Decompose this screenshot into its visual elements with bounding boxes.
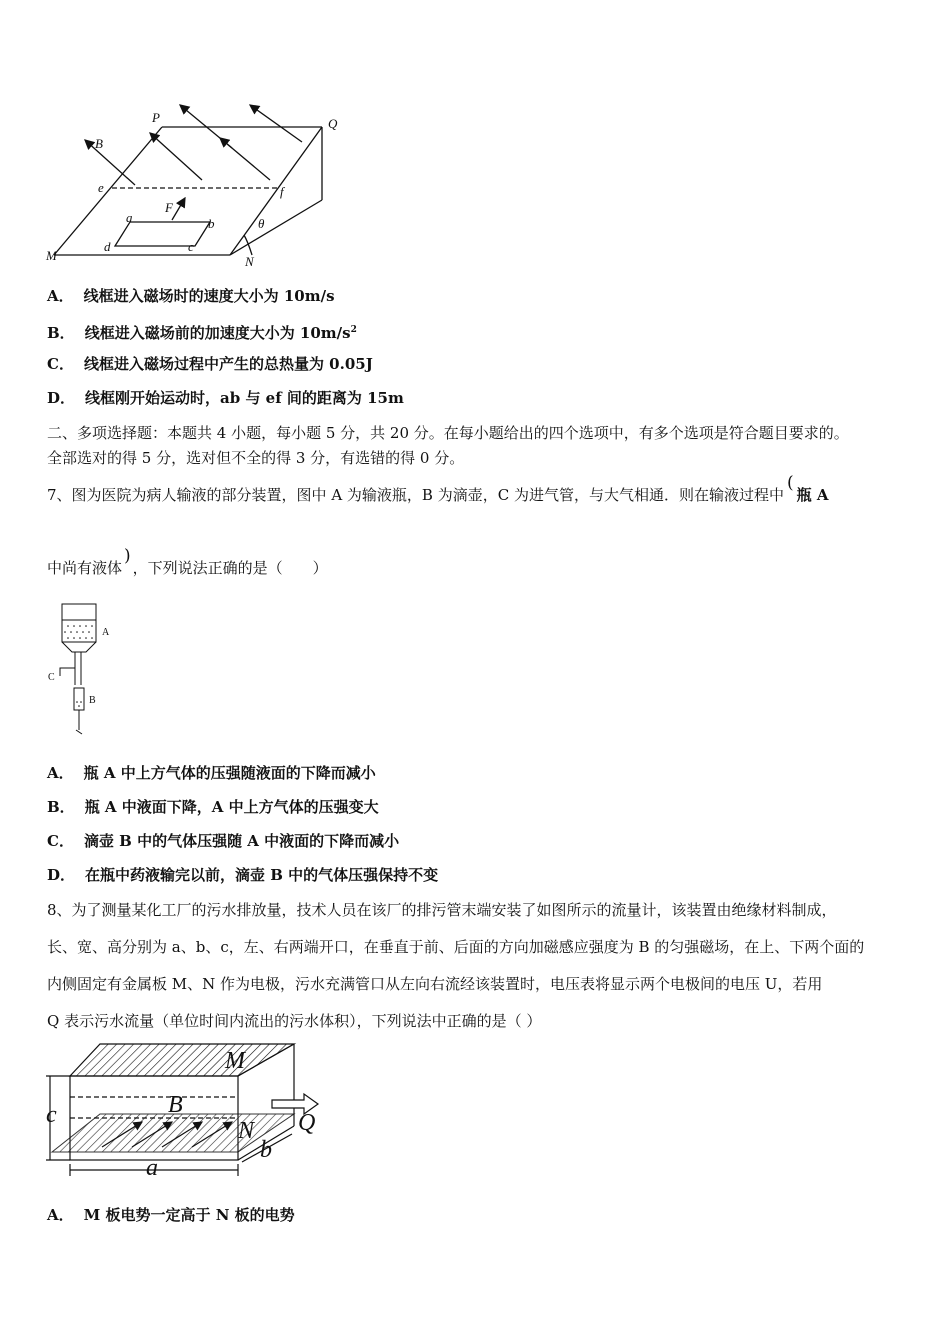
q7-option-a[interactable] [47, 763, 376, 783]
label-c: C [48, 672, 55, 683]
option-text: 线框进入磁场过程中产生的总热量为 0.05J [83, 355, 373, 373]
force-arrow [172, 198, 185, 220]
q7-option-d[interactable] [47, 865, 438, 885]
option-label: D． [47, 389, 76, 407]
option-text: 瓶 A 中液面下降，A 中上方气体的压强变大 [84, 798, 379, 816]
q6-option-a[interactable] [47, 286, 335, 306]
outlet-end [76, 730, 82, 734]
option-text: 线框刚开始运动时，ab 与 ef 间的距离为 15m [85, 389, 404, 407]
label-m: M [225, 1048, 245, 1074]
field-arrow [85, 140, 135, 185]
label-n: N [238, 1118, 255, 1144]
q8-stem-line4: Q 表示污水流量（单位时间内流出的污水体积），下列说法中正确的是（ ） [47, 1012, 542, 1030]
q7-stem-text2: 中尚有液体 [47, 559, 123, 577]
q8-option-a[interactable] [47, 1205, 295, 1225]
q8-stem-line3: 内侧固定有金属板 M、N 作为电极，污水充满管口从左向右流经该装置时，电压表将显示两个电极间的电压 U，若用 [47, 975, 823, 993]
option-label: B． [47, 324, 75, 342]
q8-stem-line1: 8、为了测量某化工厂的污水排放量，技术人员在该厂的排污管末端安装了如图所示的流量计，该装置由绝缘材料制成， [47, 901, 837, 919]
label-a-dim: a [146, 1155, 158, 1178]
label-c: c [188, 239, 194, 254]
option-label: A． [47, 1206, 74, 1224]
q7-stem-text: 7、图为医院为病人输液的部分装置，图中 A 为输液瓶，B 为滴壶，C 为进气管，与大气相通．则在输液过程中 [47, 486, 784, 504]
wire-frame [115, 222, 210, 246]
field-arrow [250, 105, 302, 142]
edge-mp [54, 127, 162, 255]
label-b: B [89, 695, 96, 706]
bottle-a [62, 604, 96, 642]
q6-option-d[interactable] [47, 388, 404, 408]
superscript: 2 [350, 325, 357, 335]
label-b-field: B [168, 1092, 183, 1118]
incline-figure [40, 100, 350, 272]
label-F: F [165, 200, 173, 215]
label-Q: Q [328, 116, 338, 131]
q7-stem-tail2: ，下列说法正确的是（ ） [132, 559, 328, 577]
iv-drip-figure [44, 600, 124, 740]
label-M: M [46, 248, 57, 263]
flowmeter-figure [42, 1042, 332, 1178]
option-text: 线框进入磁场前的加速度大小为 10m/s [84, 324, 351, 342]
option-label: D． [47, 866, 76, 884]
field-arrow [220, 138, 270, 180]
label-e: e [98, 180, 104, 195]
option-text: 瓶 A 中上方气体的压强随液面的下降而减小 [83, 764, 376, 782]
q7-option-c[interactable] [47, 831, 399, 851]
q7-option-b[interactable] [47, 797, 379, 817]
q7-stem-line2 [47, 546, 328, 578]
option-label: B． [47, 798, 75, 816]
field-arrow [150, 133, 202, 180]
label-a: A [102, 627, 110, 638]
bottle-neck [62, 642, 96, 652]
q7-stem-tail: 瓶 A [796, 486, 829, 504]
label-b-dim: b [260, 1137, 272, 1163]
option-text: 滴壶 B 中的气体压强随 A 中液面的下降而减小 [83, 832, 400, 850]
label-a: a [126, 210, 133, 225]
plate-m [70, 1044, 294, 1076]
edge-back-base [230, 200, 322, 255]
q8-stem-line2: 长、宽、高分别为 a、b、c，左、右两端开口，在垂直于前、后面的方向加磁感应强度为 B 的匀强磁场，在上、下两个面的 [47, 938, 865, 956]
option-text: 在瓶中药液输完以前，滴壶 B 中的气体压强保持不变 [85, 866, 439, 884]
option-label: C． [47, 355, 74, 373]
paren-open: ( [786, 473, 794, 493]
q6-option-c[interactable] [47, 354, 373, 374]
option-text: M 板电势一定高于 N 板的电势 [83, 1206, 295, 1224]
label-P: P [152, 110, 160, 125]
plate-n [52, 1114, 294, 1152]
label-theta: θ [258, 216, 265, 231]
angle-arc [244, 235, 252, 255]
label-d: d [104, 239, 111, 254]
option-label: A． [47, 764, 74, 782]
section2-line2: 全部选对的得 5 分，选对但不全的得 3 分，有选错的得 0 分。 [47, 449, 465, 467]
label-c-dim: c [46, 1102, 57, 1128]
option-label: A． [47, 287, 74, 305]
label-B: B [95, 136, 103, 151]
paren-close: ) [124, 546, 131, 566]
option-text: 线框进入磁场时的速度大小为 10m/s [83, 287, 335, 305]
q6-option-b[interactable] [47, 320, 357, 343]
label-N: N [245, 254, 254, 269]
label-f: f [280, 184, 284, 199]
label-q: Q [298, 1110, 316, 1136]
option-label: C． [47, 832, 74, 850]
label-b: b [208, 216, 215, 231]
air-inlet-c [60, 668, 75, 676]
q7-stem-line1 [47, 473, 829, 505]
section2-line1: 二、多项选择题：本题共 4 小题，每小题 5 分，共 20 分。在每小题给出的四个选项中，有多个选项是符合题目要求的。 [47, 424, 849, 442]
